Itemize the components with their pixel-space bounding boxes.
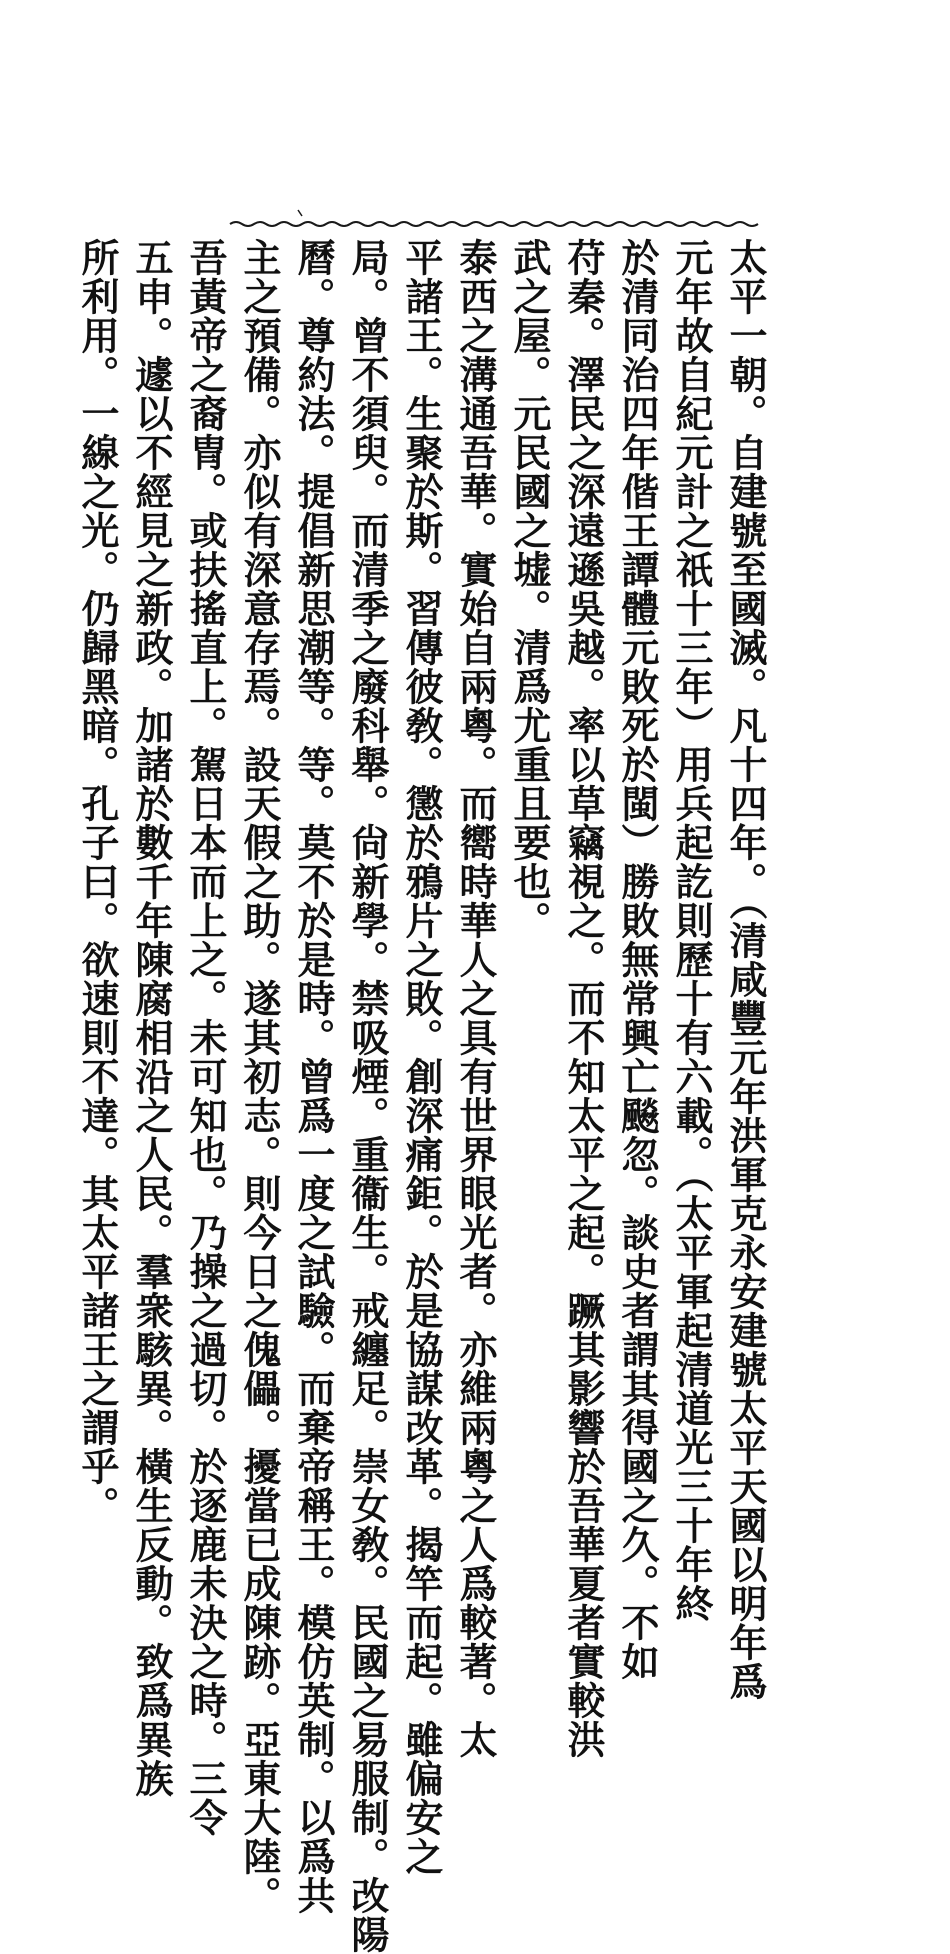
text-column: 吾黃帝之裔冑。或扶搖直上。駕日本而上之。未可知也。乃操之過切。於逐鹿未決之時。三令 xyxy=(183,238,228,1837)
text-column: 泰西之溝通吾華。實始自兩粵。而嚮時華人之具有世界眼光者。亦維兩粵之人爲較著。太 xyxy=(453,238,498,1759)
text-column: 局。曾不須臾。而清季之廢科舉。尙新學。禁吸煙。重衞生。戒纏足。崇女敎。民國之易服制。改陽 xyxy=(345,238,390,1954)
text-column: 主之預備。亦似有深意存焉。設天假之助。遂其初志。則今日之傀儡。擾當已成陳跡。亞東大陸。 xyxy=(237,238,282,1915)
text-column: 元年故自紀元計之祇十三年）用兵起訖則歷十有六載。（太平軍起清道光三十年終 xyxy=(669,238,714,1623)
text-column: 平諸王。生聚於斯。習傳彼敎。懲於鴉片之敗。創深痛鉅。於是協謀改革。揭竿而起。雖偏安之 xyxy=(399,238,444,1876)
text-column: 武之屋。元民國之墟。清爲尤重且要也。 xyxy=(507,238,552,940)
top-wavy-rule xyxy=(228,208,766,236)
text-column: 苻秦。澤民之深遠遜吳越。率以草竊視之。而不知太平之起。蹶其影響於吾華夏者實較洪 xyxy=(561,238,606,1759)
vertical-text-block xyxy=(75,238,768,1954)
text-column: 曆。尊約法。提倡新思潮等。等。莫不於是時。曾爲一度之試驗。而棄帝稱王。模仿英制。以爲共 xyxy=(291,238,336,1915)
text-column: 太平一朝。自建號至國滅。凡十四年。（清咸豐元年洪軍克永安建號太平天國以明年爲 xyxy=(723,238,768,1701)
text-column: 於清同治四年偕王譚體元敗死於閩）勝敗無常興亡飈忽。談史者謂其得國之久。不如 xyxy=(615,238,660,1681)
text-column: 五申。遽以不經見之新政。加諸於數千年陳腐相沿之人民。羣衆駭異。橫生反動。致爲異族 xyxy=(129,238,174,1798)
text-column: 所利用。一線之光。仍歸黑暗。孔子曰。欲速則不達。其太平諸王之謂乎。 xyxy=(75,238,120,1525)
